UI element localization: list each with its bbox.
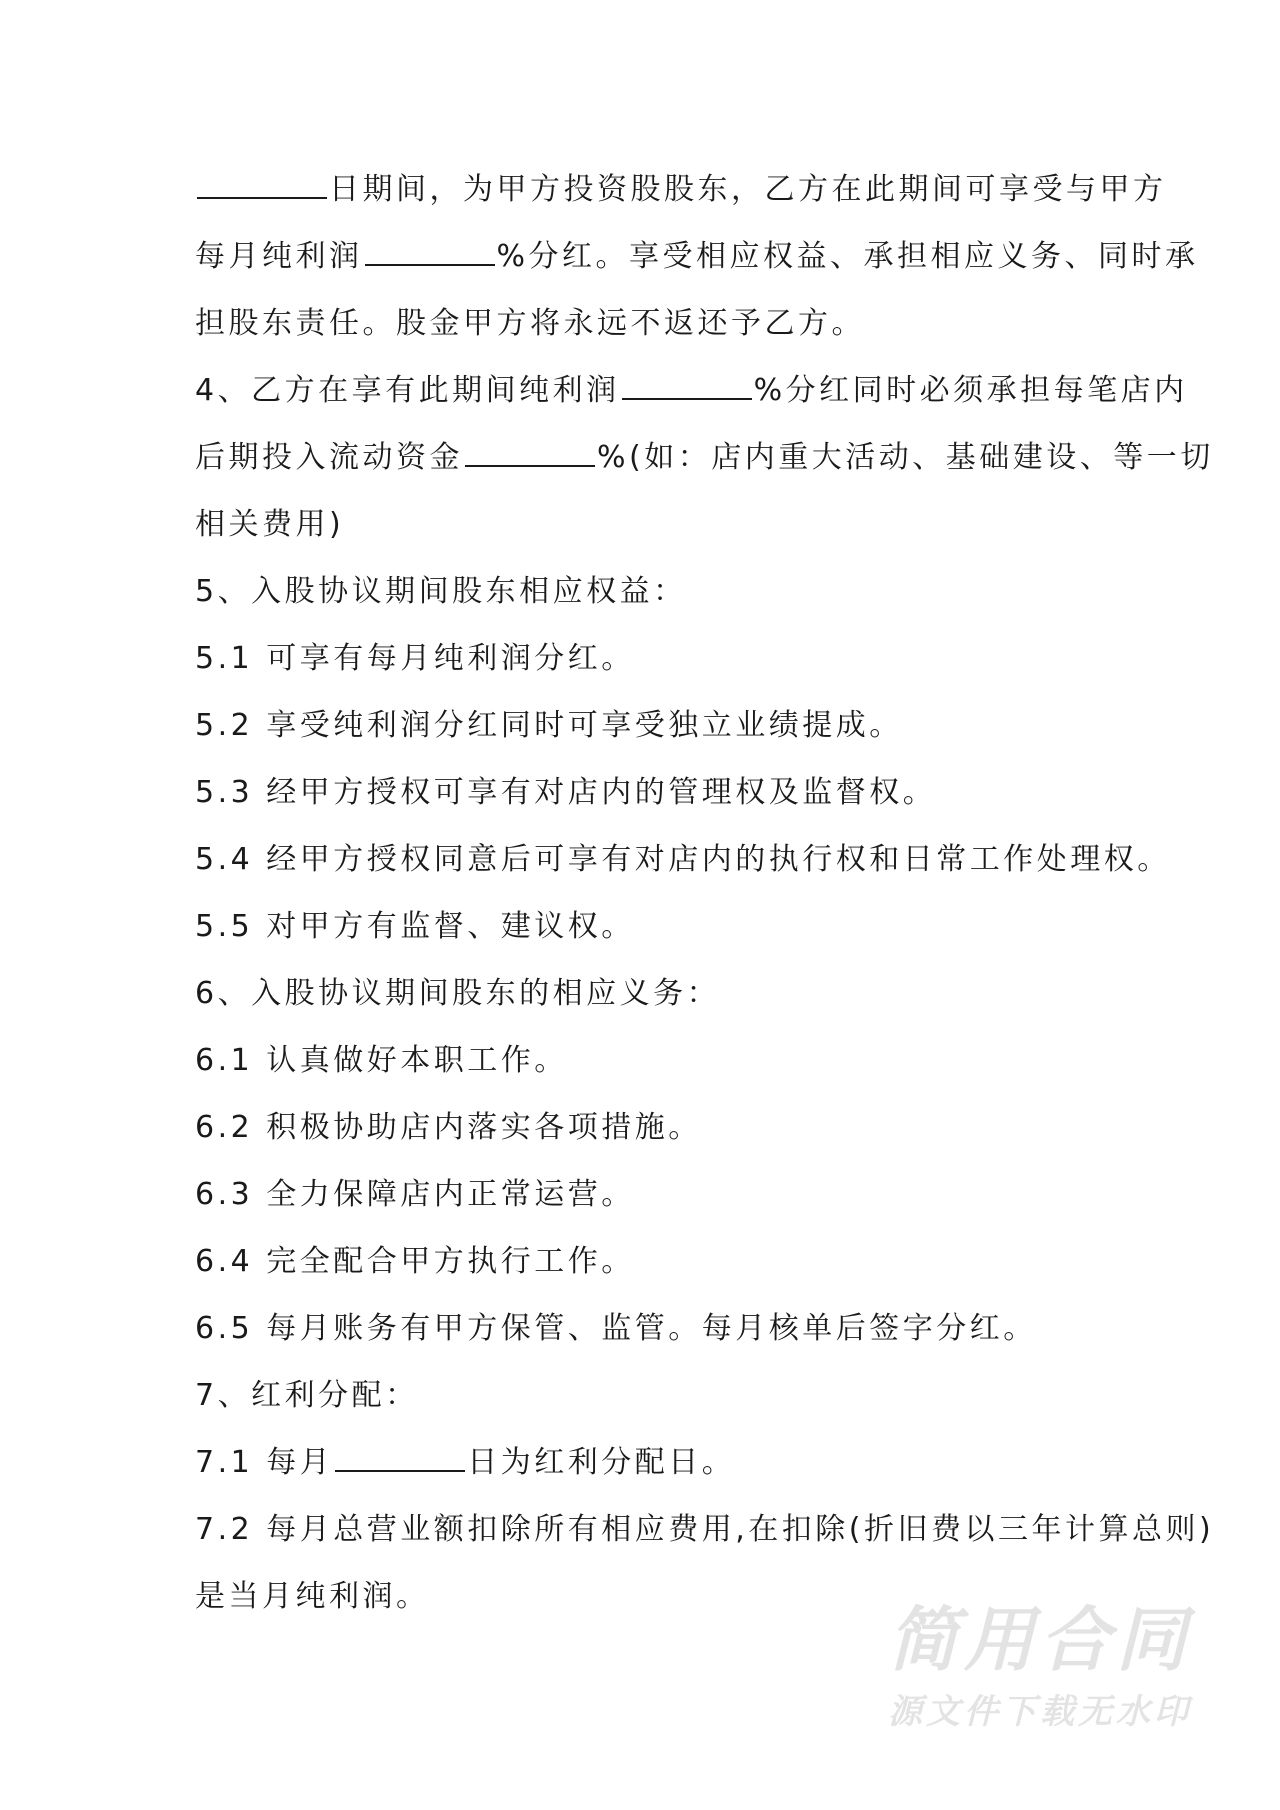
line-text-after-blank: %(如：店内重大活动、基础建设、等一切 — [597, 440, 1214, 475]
watermark — [880, 1600, 1200, 1734]
text-line — [195, 840, 1171, 880]
line-text: 6.1 认真做好本职工作。 — [195, 1043, 568, 1078]
line-text: 是当月纯利润。 — [195, 1579, 430, 1614]
line-text: 6、入股协议期间股东的相应义务： — [195, 976, 721, 1011]
line-text-after-blank: %分红同时必须承担每笔店内 — [753, 373, 1188, 408]
text-line — [195, 304, 1095, 344]
text-line — [195, 505, 1095, 545]
text-line — [195, 438, 1214, 478]
text-line — [195, 1242, 1095, 1282]
line-text: 4、乙方在享有此期间纯利润 — [195, 373, 620, 408]
line-text: 5.4 经甲方授权同意后可享有对店内的执行权和日常工作处理权。 — [195, 842, 1171, 877]
line-text: 5、入股协议期间股东相应权益： — [195, 574, 687, 609]
text-line — [195, 1108, 1095, 1148]
text-line — [195, 1376, 1095, 1416]
line-text: 相关费用) — [195, 507, 345, 542]
text-line — [195, 371, 1188, 411]
line-text: 5.3 经甲方授权可享有对店内的管理权及监督权。 — [195, 775, 937, 810]
text-line — [195, 1041, 1095, 1081]
line-text: 7.2 每月总营业额扣除所有相应费用,在扣除(折旧费以三年计算总则) — [195, 1512, 1215, 1547]
fill-in-blank — [465, 439, 595, 467]
line-text: 5.2 享受纯利润分红同时可享受独立业绩提成。 — [195, 708, 903, 743]
line-text: 6.2 积极协助店内落实各项措施。 — [195, 1110, 702, 1145]
fill-in-blank — [197, 171, 327, 199]
text-line — [195, 773, 1095, 813]
text-line — [195, 974, 1095, 1014]
text-line — [195, 1510, 1215, 1550]
watermark-subtitle: 源文件下载无水印 — [888, 1692, 1192, 1732]
text-line — [195, 170, 1167, 210]
text-line — [195, 1175, 1095, 1215]
text-line — [195, 572, 1095, 612]
text-line — [195, 907, 1095, 947]
line-text: 7.1 每月 — [195, 1445, 334, 1480]
line-text: 6.5 每月账务有甲方保管、监管。每月核单后签字分红。 — [195, 1311, 1037, 1346]
text-line — [195, 639, 1095, 679]
watermark-title: 简用合同 — [888, 1599, 1192, 1681]
line-text-after-blank: 日为红利分配日。 — [467, 1445, 736, 1480]
line-text: 每月纯利润 — [195, 239, 363, 274]
line-text-after-blank: %分红。享受相应权益、承担相应义务、同时承 — [496, 239, 1199, 274]
fill-in-blank — [622, 372, 752, 400]
line-text-after-blank: 日期间，为甲方投资股股东，乙方在此期间可享受与甲方 — [329, 172, 1167, 207]
line-text: 6.4 完全配合甲方执行工作。 — [195, 1244, 635, 1279]
line-text: 后期投入流动资金 — [195, 440, 463, 475]
text-line — [195, 1443, 1095, 1483]
fill-in-blank — [365, 238, 495, 266]
line-text: 6.3 全力保障店内正常运营。 — [195, 1177, 635, 1212]
text-line — [195, 1309, 1095, 1349]
fill-in-blank — [335, 1444, 465, 1472]
line-text: 5.5 对甲方有监督、建议权。 — [195, 909, 635, 944]
text-line — [195, 237, 1199, 277]
line-text: 担股东责任。股金甲方将永远不返还予乙方。 — [195, 306, 865, 341]
text-line — [195, 706, 1095, 746]
line-text: 7、红利分配： — [195, 1378, 419, 1413]
line-text: 5.1 可享有每月纯利润分红。 — [195, 641, 635, 676]
